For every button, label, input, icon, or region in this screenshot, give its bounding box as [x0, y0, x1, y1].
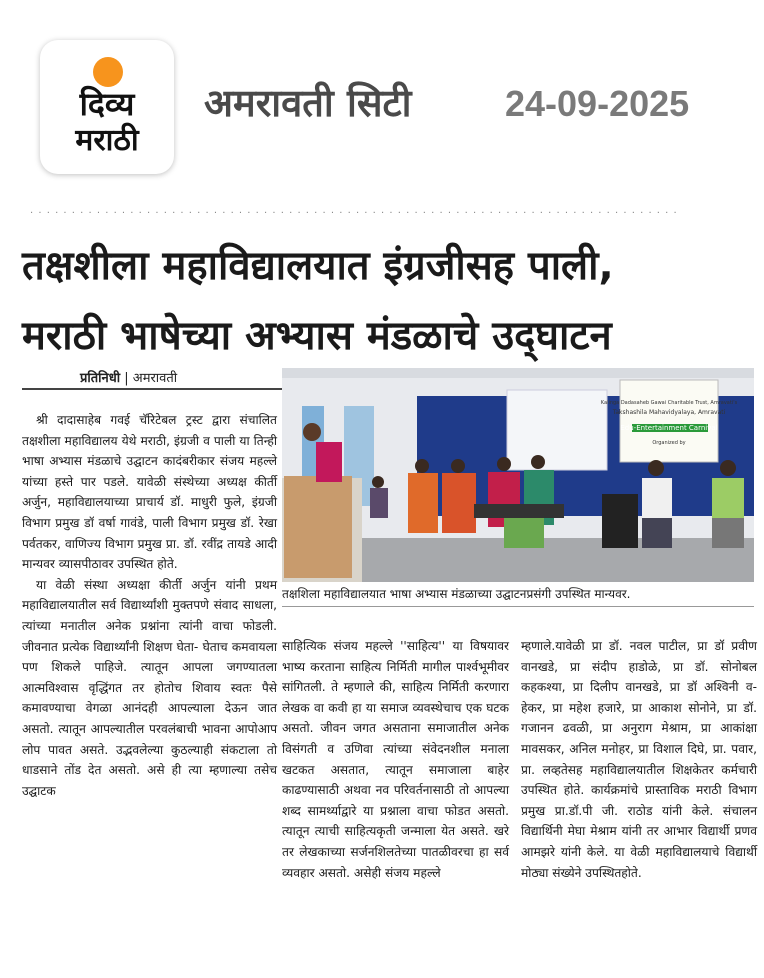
byline-divider	[22, 388, 284, 390]
event-photo-illustration	[282, 368, 754, 582]
article-paragraph: साहित्यिक संजय महल्ले ''साहित्य'' या विषयावर भाष्य करताना साहित्य निर्मिती मागील पार्श्वभूमीवर सांगितली. ते म्हणाले की, साहित्य निर्मिती करणारा लेखक वा कवी हा या समाज व्यवस्थेचाच एक घटक असतो. जीवन जगत असताना समाजातील अनेक विसंगती व उणिवा त्यांच्या संवेदनशील मनाला खटकत असतात, त्यातून समाजाला बाहेर काढण्यासाठी अथवा नव परिवर्तनासाठी तो आपल्या शब्द सामर्थ्याद्वारे या प्रश्नाला वाचा फोडत असतो. त्यातून त्याची साहित्यकृती जन्माला येत असते. खरे तर लेखकाच्या सर्जनशिलतेच्या पातळीवरचा हा सर्व व्यवहार असतो. असेही संजय महल्ले	[282, 639, 509, 880]
byline-separator: |	[120, 371, 133, 386]
byline-city: अमरावती	[132, 371, 178, 386]
clipping-edge: · · · · · · · · · · · · · · · · · · · · · · · · · · · · · · · · · · · · · · · · · · · · · · · · · · · · · · · · · · · · · · · · · · · · · · · · · · · · · ·	[30, 208, 678, 219]
logo-text-line1: दिव्य	[79, 85, 135, 123]
article-paragraph: या वेळी संस्था अध्यक्षा कीर्ती अर्जुन यांनी प्रथम महाविद्यालयातील सर्व विद्यार्थ्यांशी मुक्तपणे संवाद साधला, त्यांच्या मनातील अनेक प्रश्नांना त्यांनी वाचा फोडली. जीवनात प्रत्येक विद्यार्थ्यांनी शिक्षण घेता- घेताच कमवायला पण शिकले पाहिजे. त्यातून आपला जगण्यातला आत्मविश्वास वृद्धिंगत तर होतोच शिवाय स्वतः पैसे कमावण्याचा वेगळा आनंदही आपल्याला देऊन जात असतो. त्यातून आपल्यातील परवलंबाची भावना आपोआप लोप पावत असते. उद्भवलेल्या कुठल्याही संकटाला तो धाडसाने तोंड देत असतो. असे ही त्या म्हणाल्या तसेच उद्घाटक	[22, 577, 277, 798]
sun-icon	[93, 57, 123, 87]
article-paragraph: श्री दादासाहेब गवई चॅरिटेबल ट्रस्ट द्वारा संचालित तक्षशीला महाविद्यालय येथे मराठी, इंग्रजी व पाली या तिन्ही भाषा अभ्यास मंडळाचे उद्घाटन कादंबरीकार संजय महल्ले यांच्या हस्ते पार पडले. यावेळी संस्थेच्या अध्यक्ष कीर्ती अर्जुन, महाविद्यालयाच्या प्राचार्य डॉ. माधुरी फुले, इंग्रजी विभाग प्रमुख डॉ वर्षा गावंडे, पाली विभाग प्रमुख डॉ. रेखा पर्वतकर, वाणिज्य विभाग प्रमुख प्रा. डॉ. रवींद्र तायडे आदी मान्यवर व्यासपीठावर उपस्थित होते.	[22, 413, 277, 572]
divya-marathi-logo[interactable]	[40, 40, 174, 174]
article-paragraph: म्हणाले.यावेळी प्रा डॉ. नवल पाटील, प्रा डॉ प्रवीण वानखडे, प्रा संदीप हाडोळे, प्रा डॉ. सोनोबल कहकश्या, प्रा दिलीप वानखडे, प्रा डॉ अश्विनी व-हेकर, प्रा महेश हजारे, प्रा आकाश सोनोने, प्रा डॉ. गजानन ढवळी, प्रा अनुराग मेश्राम, प्रा आकांक्षा मावसकर, अनिल मनोहर, प्रा विशाल दिघे, प्रा. पवार, प्रा. लव्हतेसह महाविद्यालयातील शिक्षकेतर कर्मचारी उपस्थित होते. कार्यक्रमांचे प्रास्ताविक मराठी विभाग प्रमुख प्रा.डॉ.पी जी. राठोड यांनी केले. संचालन विद्यार्थिनी मेघा मेश्राम यांनी तर आभार विद्यार्थी प्रणव आमझरे यांनी केले. या वेळी महाविद्यालयाचे विद्यार्थी मोठ्या संख्येने उपस्थितहोते.	[521, 639, 757, 880]
banner-line2: Takshashila Mahavidyalaya, Amravati	[612, 409, 726, 416]
edition-date: 24-09-2025	[505, 83, 690, 124]
headline-line2: मराठी भाषेच्या अभ्यास मंडळाचे उद्‌घाटन	[22, 313, 612, 359]
banner-line3: Edu-Entertainment Carnival	[620, 424, 718, 432]
article-column-1	[22, 410, 277, 801]
app-header	[0, 0, 764, 200]
headline-line1: तक्षशीला महाविद्यालयात इंग्रजीसह पाली,	[22, 243, 614, 289]
caption-divider	[282, 606, 754, 607]
banner-line1: Kalinga Dadasaheb Gawai Charitable Trust, Amravati's	[600, 400, 738, 406]
article-column-3	[521, 636, 757, 883]
edition-city: अमरावती सिटी	[204, 81, 412, 125]
byline-author: प्रतिनिधी	[80, 371, 121, 386]
logo-text-line2: मराठी	[75, 123, 139, 158]
banner-line4: Organized by	[652, 440, 686, 446]
article-column-2	[282, 636, 509, 883]
photo-caption: तक्षशिला महाविद्यालयात भाषा अभ्यास मंडळाच्या उद्घाटनप्रसंगी उपस्थित मान्यवर.	[282, 587, 631, 601]
event-photo	[282, 368, 754, 582]
byline	[80, 368, 177, 386]
